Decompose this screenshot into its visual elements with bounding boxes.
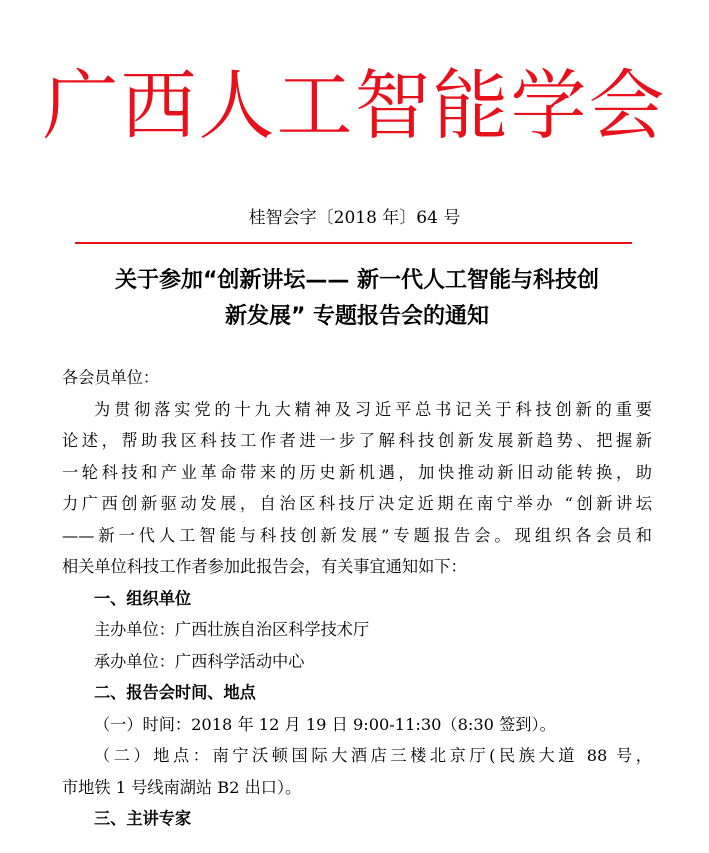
section-heading-organizers: 一、组织单位 [94,588,192,608]
notice-title-line-2: 新发展” 专题报告会的通知 [224,304,490,329]
event-time: （一）时间：2018 年 12 月 19 日 9:00-11:30（8:30 签到）。 [94,714,556,734]
paragraph-line: 力广西创新驱动发展，自治区科技厅决定近期在南宁举办 “创新讲坛 [62,494,652,513]
paragraph-line: 论述，帮助我区科技工作者进一步了解科技创新发展新趋势、把握新 [62,431,652,450]
salutation: 各会员单位： [62,368,160,387]
host-unit: 主办单位：广西壮族自治区科学技术厅 [94,620,370,639]
notice-body [62,362,652,835]
section-heading-speakers: 三、主讲专家 [94,809,192,828]
notice-title-line-1: 关于参加“创新讲坛—— 新一代人工智能与科技创 [114,268,600,293]
red-divider [75,242,632,244]
notice-title [62,263,652,335]
paragraph-line: 相关单位科技工作者参加此报告会，有关事宜通知如下： [62,557,467,576]
event-place-line-2: 市地铁 1 号线南湖站 B2 出口）。 [62,777,302,797]
organizer-unit: 承办单位：广西科学活动中心 [94,651,305,671]
event-place-line-1: （二）地点：南宁沃顿国际大酒店三楼北京厅(民族大道 88 号， [94,746,652,765]
paragraph-line: 为贯彻落实党的十九大精神及习近平总书记关于科技创新的重要 [94,399,652,419]
paragraph-line: 一轮科技和产业革命带来的历史新机遇，加快推动新旧动能转换，助 [62,462,652,482]
section-heading-time-place: 二、报告会时间、地点 [94,683,256,702]
paragraph-line: ——新一代人工智能与科技创新发展”专题报告会。现组织各会员和 [62,525,652,545]
org-name-heading: 广西人工智能学会 [42,61,667,150]
document-number: 桂智会字〔2018 年〕64 号 [248,208,461,228]
